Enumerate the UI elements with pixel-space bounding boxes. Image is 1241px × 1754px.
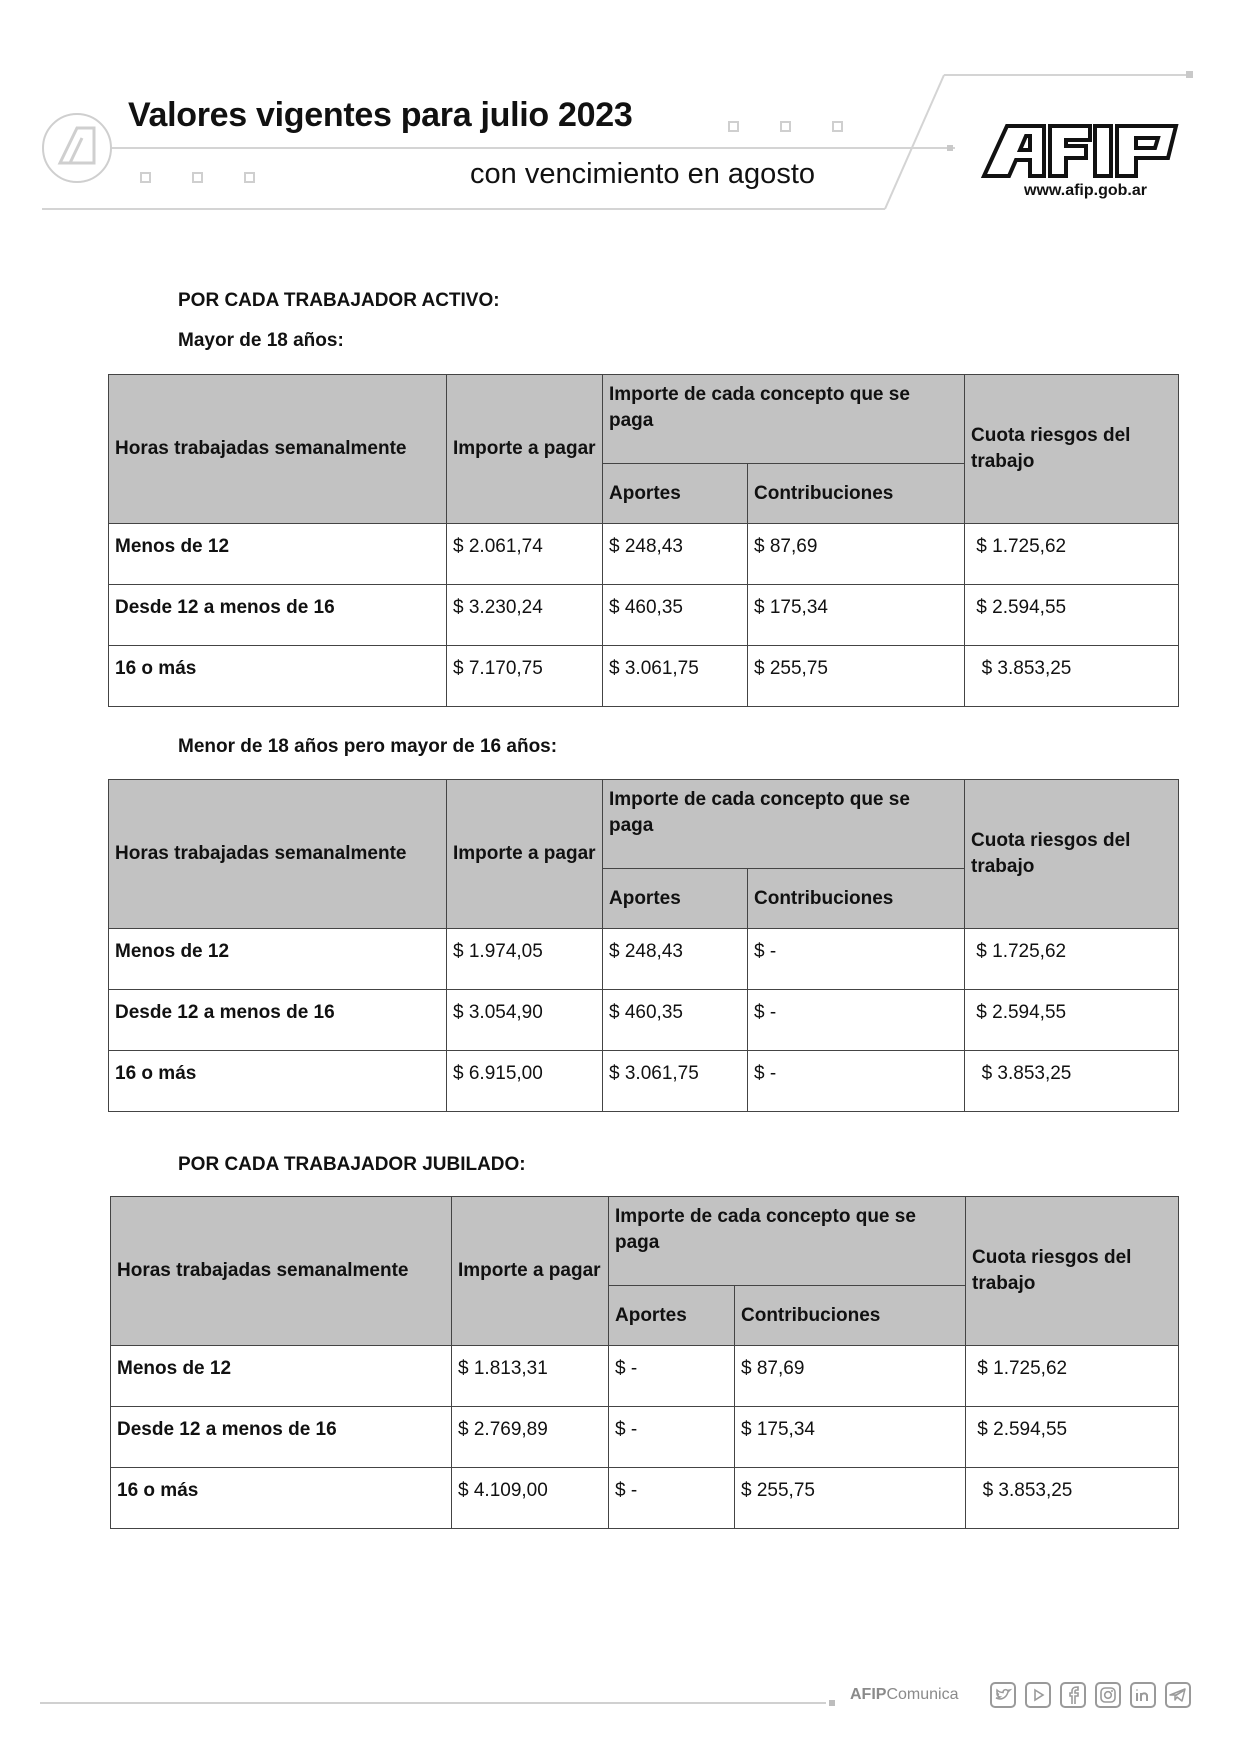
header-aportes: Aportes — [609, 1286, 735, 1346]
cell-aportes: $ 460,35 — [603, 990, 748, 1051]
cell-risk: $ 3.853,25 — [966, 1468, 1179, 1529]
website-url[interactable]: www.afip.gob.ar — [1024, 182, 1147, 199]
cell-contribuciones: $ - — [748, 929, 965, 990]
cell-amount: $ 2.769,89 — [452, 1407, 609, 1468]
cell-aportes: $ 248,43 — [603, 929, 748, 990]
cell-amount: $ 7.170,75 — [447, 646, 603, 707]
header-concept-group: Importe de cada concepto que se paga — [603, 780, 965, 869]
table-row — [109, 1051, 1179, 1112]
header-amount: Importe a pagar — [447, 375, 603, 524]
cell-contribuciones: $ - — [748, 990, 965, 1051]
cell-aportes: $ 248,43 — [603, 524, 748, 585]
section-subheading-over-18: Mayor de 18 años: — [178, 330, 344, 351]
linkedin-icon[interactable] — [1130, 1682, 1156, 1708]
footer-brand — [850, 1686, 958, 1704]
cell-amount: $ 2.061,74 — [447, 524, 603, 585]
header-contribuciones: Contribuciones — [748, 464, 965, 524]
cell-risk: $ 1.725,62 — [965, 929, 1179, 990]
instagram-icon[interactable] — [1095, 1682, 1121, 1708]
cell-hours: Menos de 12 — [109, 929, 447, 990]
cell-hours: 16 o más — [109, 646, 447, 707]
header-contribuciones: Contribuciones — [735, 1286, 966, 1346]
header-hours: Horas trabajadas semanalmente — [109, 375, 447, 524]
cell-aportes: $ - — [609, 1407, 735, 1468]
facebook-icon[interactable] — [1060, 1682, 1086, 1708]
cell-amount: $ 1.813,31 — [452, 1346, 609, 1407]
cell-hours: Desde 12 a menos de 16 — [109, 990, 447, 1051]
footer-decoration — [0, 1670, 1241, 1730]
table-row — [109, 585, 1179, 646]
cell-aportes: $ - — [609, 1468, 735, 1529]
table-row — [111, 1346, 1179, 1407]
cell-aportes: $ 460,35 — [603, 585, 748, 646]
footer-brand-bold: AFIP — [850, 1686, 887, 1703]
header-aportes: Aportes — [603, 464, 748, 524]
cell-hours: Menos de 12 — [111, 1346, 452, 1407]
cell-amount: $ 3.054,90 — [447, 990, 603, 1051]
cell-risk: $ 3.853,25 — [965, 1051, 1179, 1112]
cell-aportes: $ - — [609, 1346, 735, 1407]
cell-risk: $ 2.594,55 — [966, 1407, 1179, 1468]
cell-hours: Desde 12 a menos de 16 — [109, 585, 447, 646]
cell-contribuciones: $ 255,75 — [735, 1468, 966, 1529]
cell-risk: $ 2.594,55 — [965, 585, 1179, 646]
cell-contribuciones: $ 87,69 — [748, 524, 965, 585]
cell-aportes: $ 3.061,75 — [603, 646, 748, 707]
cell-contribuciones: $ 175,34 — [748, 585, 965, 646]
twitter-icon[interactable] — [990, 1682, 1016, 1708]
header-contribuciones: Contribuciones — [748, 869, 965, 929]
cell-aportes: $ 3.061,75 — [603, 1051, 748, 1112]
cell-contribuciones: $ 175,34 — [735, 1407, 966, 1468]
header-risk: Cuota riesgos del trabajo — [965, 780, 1179, 929]
cell-amount: $ 6.915,00 — [447, 1051, 603, 1112]
telegram-icon[interactable] — [1165, 1682, 1191, 1708]
cell-hours: 16 o más — [109, 1051, 447, 1112]
header-amount: Importe a pagar — [452, 1197, 609, 1346]
cell-hours: 16 o más — [111, 1468, 452, 1529]
section-subheading-16-to-18: Menor de 18 años pero mayor de 16 años: — [178, 736, 558, 757]
cell-risk: $ 2.594,55 — [965, 990, 1179, 1051]
footer-brand-rest: Comunica — [886, 1686, 959, 1703]
fee-table-active-over-18 — [108, 374, 1179, 707]
table-row — [111, 1407, 1179, 1468]
header-hours: Horas trabajadas semanalmente — [109, 780, 447, 929]
fee-table-active-16-to-18 — [108, 779, 1179, 1112]
fee-table-retired — [110, 1196, 1179, 1529]
page-subtitle: con vencimiento en agosto — [470, 158, 815, 190]
header-risk: Cuota riesgos del trabajo — [966, 1197, 1179, 1346]
table-row — [111, 1468, 1179, 1529]
table-row — [109, 646, 1179, 707]
section-heading-retired: POR CADA TRABAJADOR JUBILADO: — [178, 1154, 526, 1175]
header-hours: Horas trabajadas semanalmente — [111, 1197, 452, 1346]
youtube-icon[interactable] — [1025, 1682, 1051, 1708]
header-amount: Importe a pagar — [447, 780, 603, 929]
cell-risk: $ 1.725,62 — [965, 524, 1179, 585]
header-risk: Cuota riesgos del trabajo — [965, 375, 1179, 524]
header-concept-group: Importe de cada concepto que se paga — [609, 1197, 966, 1286]
cell-amount: $ 4.109,00 — [452, 1468, 609, 1529]
afip-emblem-icon — [43, 114, 111, 182]
cell-contribuciones: $ 87,69 — [735, 1346, 966, 1407]
cell-contribuciones: $ 255,75 — [748, 646, 965, 707]
cell-amount: $ 1.974,05 — [447, 929, 603, 990]
section-heading-active: POR CADA TRABAJADOR ACTIVO: — [178, 290, 500, 311]
cell-hours: Menos de 12 — [109, 524, 447, 585]
page-title: Valores vigentes para julio 2023 — [128, 96, 633, 134]
table-row — [109, 990, 1179, 1051]
cell-risk: $ 3.853,25 — [965, 646, 1179, 707]
table-row — [109, 929, 1179, 990]
cell-risk: $ 1.725,62 — [966, 1346, 1179, 1407]
cell-contribuciones: $ - — [748, 1051, 965, 1112]
afip-logo — [984, 126, 1176, 176]
cell-hours: Desde 12 a menos de 16 — [111, 1407, 452, 1468]
cell-amount: $ 3.230,24 — [447, 585, 603, 646]
table-row — [109, 524, 1179, 585]
header-concept-group: Importe de cada concepto que se paga — [603, 375, 965, 464]
header-aportes: Aportes — [603, 869, 748, 929]
